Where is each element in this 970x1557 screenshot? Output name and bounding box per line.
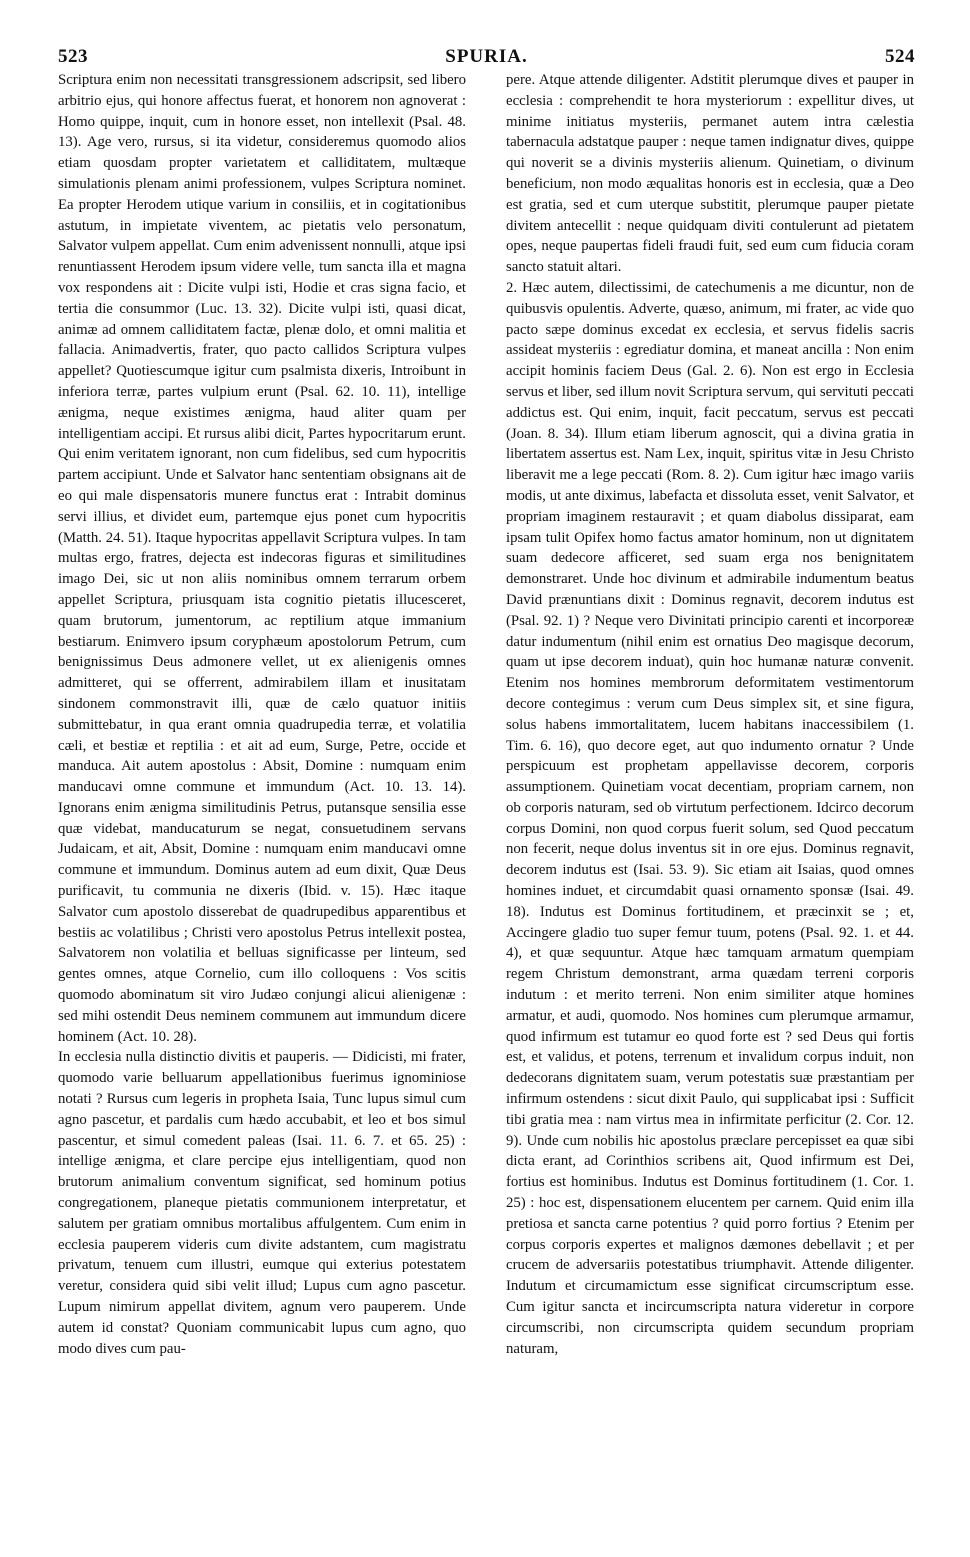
- page-number-right: 524: [885, 46, 915, 67]
- page-number-left: 523: [58, 46, 88, 67]
- right-column: [506, 70, 914, 1359]
- left-column: [58, 70, 466, 1359]
- left-paragraph-1: Scriptura enim non necessitati transgressionem adscripsit, sed libero arbitrio ejus, qui honore affectus fuerat, et honorem non agnoverat : Homo quippe, inquit, cum in honore esset, non intellexit (Psal. 48. 13). Age vero, rursus, si ita videtur, consideremus quomodo alios etiam quosdam propter varietatem et calliditatem, multæque simulationis plenam animi professionem, vulpes Scriptura nominet. Ea propter Herodem utique varium in consiliis, et in cogitationibus astutum, in impietate viventem, ac pietatis velo personatum, Salvator vulpem appellat. Cum enim advenissent nonnulli, atque ipsi renuntiassent Herodem ipsum videre velle, tum sancta illa et magna vox respondens ait : Dicite vulpi isti, Hodie et cras signa facio, et tertia die consummor (Luc. 13. 32). Dicite vulpi isti, quasi dicat, animæ ad omnem calliditatem factæ, plenæ dolo, et omni malitia et fallacia. Animadvertis, frater, quo pacto callidos Scriptura vulpes appellet? Quotiescumque igitur cum psalmista dixeris, Introibunt in inferiora terræ, partes vulpium erunt (Psal. 62. 10. 11), intellige ænigma, neque existimes ænigma, haud aliter quam per intelligentiam accipi. Et rursus alibi dicit, Partes hypocritarum erunt. Qui enim veritatem ignorant, non cum fidelibus, sed cum hypocritis partem accipiunt. Unde et Salvator hanc sententiam obsignans ait de eo qui male dispensatoris munere functus erat : Intrabit dominus servi illius, et dividet eum, partemque ejus ponet cum hypocritis (Matth. 24. 51). Itaque hypocritas appellavit Scriptura vulpes. In tam multas ergo, fratres, dejecta est indecoras figuras et similitudines imago Dei, sic ut non aliis nominibus omnem terrarum orbem appellet Scriptura, priusquam ista cognitio pietatis illucesceret, quam brutorum, jumentorum, ac reptilium atque immanium bestiarum. Enimvero ipsum coryphæum apostolorum Petrum, cum benignissimus Deus admonere vellet, ut ex alienigenis omnes admitteret, qui se offerrent, admirabilem illam et inusitatam sindonem commonstravit illi, quæ de cælo quatuor initiis submittebatur, in qua erant omnia quadrupedia terræ, et volatilia cæli, et bestiæ et reptilia : et ait ad eum, Surge, Petre, occide et manduca. Ait autem apostolus : Absit, Domine : numquam enim manducavi omne commune et immundum (Act. 10. 13. 14). Ignorans enim ænigma similitudinis Petrus, putansque sensilia esse quæ videbat, manducaturum se negat, consuetudinem servans Judaicam, et ait, Absit, Domine : numquam enim manducavi omne commune et immundum. Dominus autem ad eum dixit, Quæ Deus purificavit, tu communia ne dixeris (Ibid. v. 15). Hæc itaque Salvator cum apostolo disserebat de quadrupedibus apparentibus et bestiis ac volatilibus ; Christi vero apostolus Petrus intellexit postea, Salvatorem non volatilia et belluas significasse per linteum, sed gentes omnes, atque Cornelio, cum illo colloquens : Vos scitis quomodo abominatum sit viro Judæo conjungi alicui alienigenæ : sed mihi ostendit Deus neminem communem aut immundum dicere hominem (Act. 10. 28).: [58, 72, 466, 1045]
- left-paragraph-2: In ecclesia nulla distinctio divitis et pauperis. — Didicisti, mi frater, quomodo varie belluarum appellationibus fuerimus ignominiose notati ? Rursus cum legeris in propheta Isaia, Tunc lupus simul cum agno pascetur, et pardalis cum hædo accubabit, et leo et bos simul pascentur, et simul comedent paleas (Isai. 11. 6. 7. et 65. 25) : intellige ænigma, et clare percipe ejus intelligentiam, quod non brutorum animalium conventum significat, sed hominum potius congregationem, planeque pietatis communionem interpretatur, et salutem per gratiam omnibus mortalibus affulgentem. Cum enim in ecclesia pauperem videris cum divite adstantem, cum magistratu privatum, tenuem cum illustri, eumque qui exterius potestatem veretur, considera quid sibi velit illud; Lupus cum agno pascetur. Lupum nimirum appellat divitem, agnum vero pauperem. Unde autem id constat? Quoniam communicabit lupus cum agno, quo modo dives cum pau-: [58, 1049, 466, 1357]
- right-paragraph-1: pere. Atque attende diligenter. Adstitit plerumque dives et pauper in ecclesia : comprehendit te hora mysteriorum : expellitur dives, ut minime initiatus mysteriis, permanet autem intra cælestia tabernacula adstatque pauper : neque tamen indignatur dives, quippe qui noverit se a divinis mysteriis alienum. Quinetiam, o divinum beneficium, non modo æqualitas honoris est in ecclesia, quæ a Deo est gratia, sed et cum uterque substitit, plerumque pauper pietate divitem antecellit : neque quidquam diviti contulerunt ad pietatem opes, neque paupertas fideli fraudi fuit, sed eum cum fiducia coram sancto statuit altari.: [506, 72, 914, 276]
- right-paragraph-2: 2. Hæc autem, dilectissimi, de catechumenis a me dicuntur, non de quibusvis opulentis. Adverte, quæso, animum, mi frater, ac vide quo pacto sæpe dominus excedat ex ecclesia, et servus fidelis sacris assideat mysteriis : egrediatur domina, et maneat ancilla : Non enim accipit hominis faciem Deus (Gal. 2. 6). Non est ergo in Ecclesia servus et liber, sed illum novit Scriptura servum, qui servituti peccati addictus est. Qui enim, inquit, facit peccatum, servus est peccati (Joan. 8. 34). Illum etiam liberum agnoscit, qui a divina gratia in libertatem assertus est. Nam Lex, inquit, spiritus vitæ in Jesu Christo liberavit me a lege peccati (Rom. 8. 2). Cum igitur hæc imago variis modis, ut ante diximus, labefacta et dissoluta esset, venit Salvator, et propriam imaginem restauravit ; et quam diabolus dissiparat, eam ipsam tulit Opifex homo factus amator hominum, non ut dignitatem suam dedecore afficeret, sed suam erga nos benignitatem demonstraret. Unde hoc divinum et admirabile indumentum beatus David prænuntians dixit : Dominus regnavit, decorem indutus est (Psal. 92. 1) ? Neque vero Divinitati principio carenti et incorporeæ datur indumentum (nihil enim est ornatius Deo magisque decorum, quam ut ipse decorem induat), quin hoc humanæ naturæ convenit. Etenim nos homines membrorum deformitatem vestimentorum decore contegimus : verum cum Deus simplex sit, et sine figura, solus habens immortalitatem, lucem habitans inaccessibilem (1. Tim. 6. 16), quo decore eget, aut quo indumento ornatur ? Unde perspicuum est prophetam appellavisse decorem, corporis assumptionem. Quinetiam vocat decentiam, propriam carnem, non ob corporis naturam, sed ob virtutum perfectionem. Idcirco decorum corpus Domini, non quod corpus fuerit solum, sed Quod peccatum non fecerit, neque dolus inventus sit in ore ejus. Dominus regnavit, decorem indutus est (Isai. 53. 9). Sic etiam ait Isaias, quod omnes homines induet, et circumdabit quasi ornamento sponsæ (Isai. 49. 18). Indutus est Dominus fortitudinem, et præcinxit se ; et, Accingere gladio tuo super femur tuum, potens (Psal. 92. 1. et 44. 4), et quæ sequuntur. Atque hæc tamquam armatum quempiam regem Christum demonstrant, arma quædam terreni corporis indutum : et merito terreni. Non enim similiter atque homines armatur, et audi, quomodo. Nos homines cum plerumque armamur, quod infirmum est tutamur eo quod forte est ? sed Deus qui fortis est, et validus, et potens, terrenum et invalidum corpus induit, non dedecorans dignitatem suam, verum potestatis suæ præstantiam per infirmum ostendens : sicut dixit Paulo, qui supplicabat ipsi : Sufficit tibi gratia mea : nam virtus mea in infirmitate perficitur (2. Cor. 12. 9). Unde cum nobilis hic apostolus præclare percepisset ea quæ sibi dicta erant, ad Corinthios scribens ait, Quod infirmum est Dei, fortius est hominibus. Indutus est Dominus fortitudinem (1. Cor. 1. 25) : hoc est, dispensationem elucentem per carnem. Quid enim illa pretiosa et sancta carne potentius ? quid porro fortius ? Etenim per corpus corporis expertes et malignos dæmones debellavit ; et per crucem de adversariis potestatibus triumphavit. Attende diligenter. Indutum et circumamictum esse significat circumscriptum esse. Cum igitur sancta et incircumscripta natura videretur in corpore circumscribi, non circumscripta quidem secundum propriam naturam,: [506, 279, 914, 1357]
- running-title: SPURIA.: [445, 46, 528, 67]
- running-header: [58, 40, 915, 70]
- two-column-body: [58, 70, 915, 1359]
